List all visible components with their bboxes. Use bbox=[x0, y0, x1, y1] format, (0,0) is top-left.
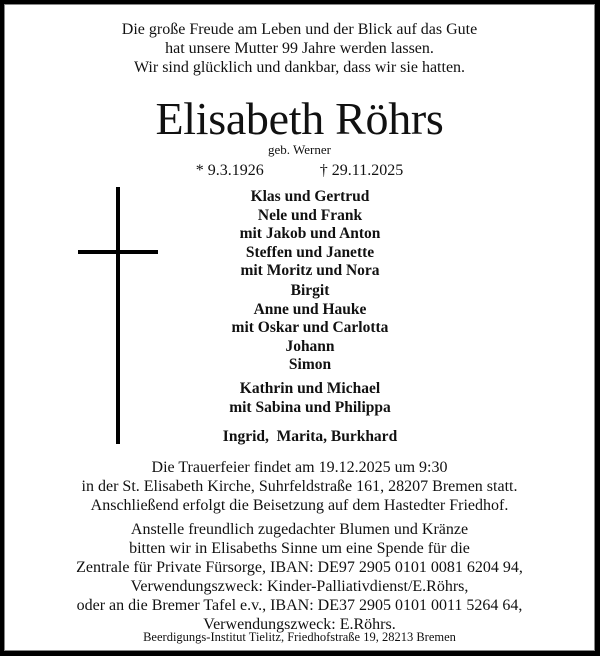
mourner-line: Anne und Hauke bbox=[253, 300, 367, 318]
donation-line: bitten wir in Elisabeths Sinne um eine Spende für die bbox=[129, 540, 470, 557]
intro-line: hat unsere Mutter 99 Jahre werden lassen. bbox=[165, 40, 434, 57]
intro-quote bbox=[5, 20, 594, 77]
service-line: Anschließend erfolgt die Beisetzung auf dem Hastedter Friedhof. bbox=[90, 497, 509, 514]
mourner-line: Simon bbox=[288, 356, 332, 373]
donation-line: oder an die Bremer Tafel e.v., IBAN: DE37 2905 0101 0011 5264 64, bbox=[76, 597, 523, 614]
donation-line: Anstelle freundlich zugedachter Blumen und Kränze bbox=[130, 521, 469, 538]
mourner-line: mit Oskar und Carlotta bbox=[231, 319, 389, 336]
mourner-line: Steffen und Janette bbox=[245, 243, 375, 261]
donation-line: Zentrale für Private Fürsorge, IBAN: DE97 2905 0101 0081 6204 94, bbox=[76, 559, 523, 576]
mourners-group-3 bbox=[155, 380, 465, 417]
latin-cross-icon bbox=[116, 187, 120, 444]
mourner-line: Birgit bbox=[290, 282, 330, 299]
mourner-line: mit Moritz und Nora bbox=[240, 262, 380, 279]
deceased-name: Elisabeth Röhrs bbox=[155, 93, 444, 144]
donation-line: Verwendungszweck: E.Röhrs. bbox=[203, 616, 396, 633]
mourner-line: Nele und Frank bbox=[257, 206, 363, 224]
mourners-group-2 bbox=[155, 282, 465, 375]
mourner-line: Klas und Gertrud bbox=[250, 188, 370, 205]
intro-line: Wir sind glücklich und dankbar, dass wir sie hatten. bbox=[133, 59, 466, 76]
mourners-group-4 bbox=[155, 428, 465, 447]
mourner-line: Ingrid, Marita, Burkhard bbox=[222, 428, 398, 445]
funeral-service-info bbox=[5, 458, 594, 515]
mourner-line: mit Jakob und Anton bbox=[239, 225, 381, 242]
undertaker-info: Beerdigungs-Institut Tielitz, Friedhofstraße 19, 28213 Bremen bbox=[143, 630, 456, 644]
cross-bar-icon bbox=[78, 250, 158, 254]
mourner-line: mit Sabina und Philippa bbox=[229, 398, 391, 416]
service-line: in der St. Elisabeth Kirche, Suhrfeldstraße 161, 28207 Bremen statt. bbox=[81, 478, 518, 495]
service-line: Die Trauerfeier findet am 19.12.2025 um 9:30 bbox=[151, 459, 448, 476]
donation-info bbox=[5, 520, 594, 634]
mourner-line: Kathrin und Michael bbox=[239, 380, 381, 397]
mourner-line: Johann bbox=[285, 337, 335, 355]
intro-line: Die große Freude am Leben und der Blick auf das Gute bbox=[121, 21, 478, 38]
donation-line: Verwendungszweck: Kinder-Palliativdienst/E.Röhrs, bbox=[130, 578, 469, 595]
obituary-notice bbox=[4, 4, 595, 651]
maiden-name: geb. Werner bbox=[268, 142, 331, 157]
mourners-group-1 bbox=[155, 188, 465, 281]
death-date: † 29.11.2025 bbox=[319, 162, 404, 179]
birth-date: * 9.3.1926 bbox=[195, 162, 264, 179]
life-dates bbox=[5, 161, 594, 181]
